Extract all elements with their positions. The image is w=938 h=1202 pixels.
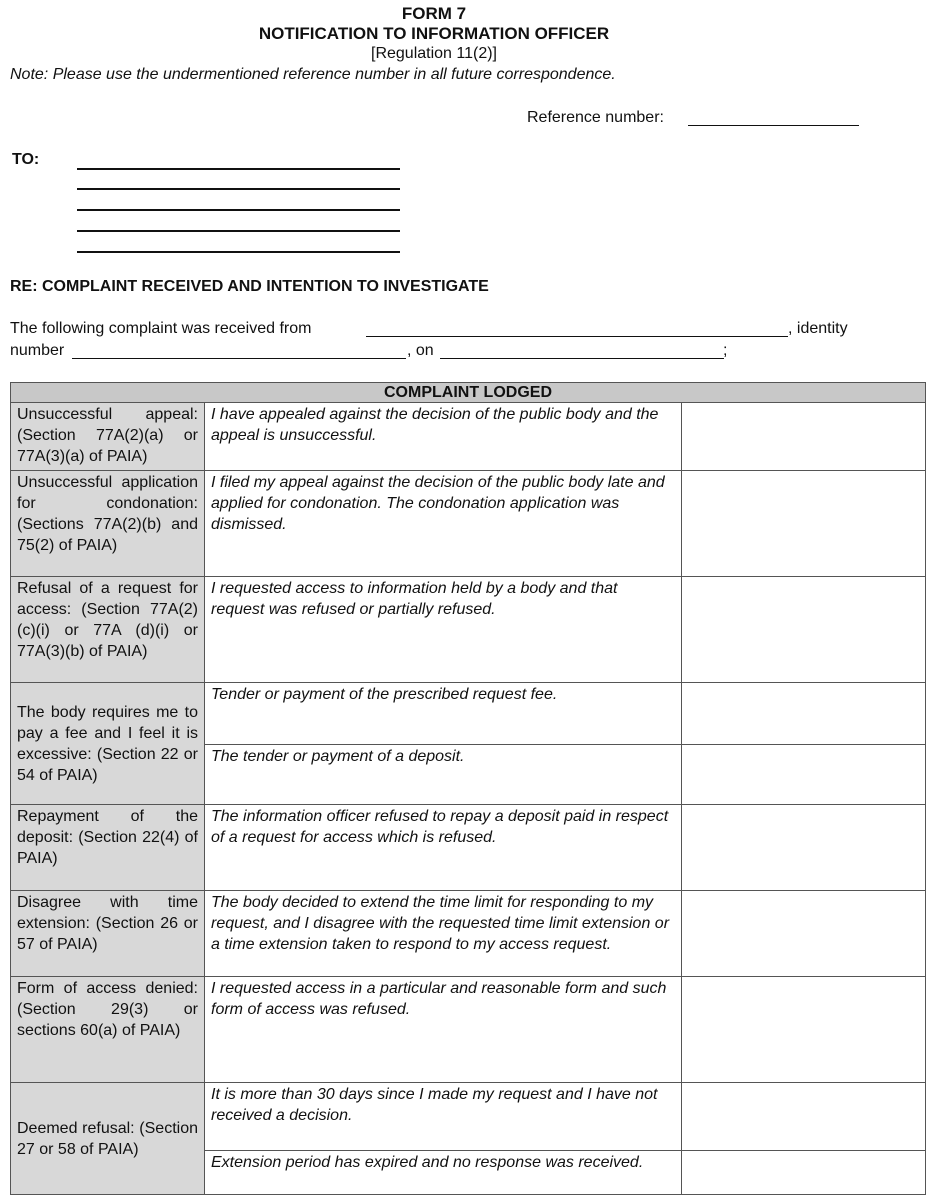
complaint-lodged-header: COMPLAINT LODGED (11, 383, 926, 403)
re-heading: RE: COMPLAINT RECEIVED AND INTENTION TO INVESTIGATE (10, 278, 489, 295)
complaint-description: The tender or payment of a deposit. (205, 745, 682, 805)
complaint-check-cell[interactable] (682, 471, 926, 577)
note-text: Note: Please use the undermentioned reference number in all future correspondence. (10, 66, 616, 83)
complaint-category: Disagree with time extension: (Section 26 or 57 of PAIA) (11, 891, 205, 977)
complaint-check-cell[interactable] (682, 745, 926, 805)
identity-number-field[interactable] (72, 358, 406, 359)
regulation-reference: [Regulation 11(2)] (371, 45, 497, 62)
complaint-check-cell[interactable] (682, 577, 926, 683)
intro-text-number: number (10, 342, 65, 359)
complaint-category: Unsuccessful appeal: (Section 77A(2)(a) or 77A(3)(a) of PAIA) (11, 403, 205, 471)
complaint-category: Refusal of a request for access: (Section 77A(2)(c)(i) or 77A (d)(i) or 77A(3)(b) of PAIA) (11, 577, 205, 683)
complaint-category: Deemed refusal: (Section 27 or 58 of PAIA) (11, 1083, 205, 1195)
complaint-category: Unsuccessful application for condonation: (Sections 77A(2)(b) and 75(2) of PAIA) (11, 471, 205, 577)
complaint-description: Extension period has expired and no response was received. (205, 1151, 682, 1195)
complaint-check-cell[interactable] (682, 891, 926, 977)
intro-text-on: , on (407, 342, 434, 359)
date-field[interactable] (440, 358, 724, 359)
to-label: TO: (12, 151, 40, 168)
to-address-line-4[interactable] (77, 230, 400, 232)
complaint-check-cell[interactable] (682, 805, 926, 891)
complaint-description: I filed my appeal against the decision of the public body late and applied for condonation. The condonation application was dismissed. (205, 471, 682, 577)
complaint-description: I have appealed against the decision of the public body and the appeal is unsuccessful. (205, 403, 682, 471)
complainant-name-field[interactable] (366, 336, 788, 337)
reference-number-label: Reference number: (527, 109, 664, 126)
complaint-check-cell[interactable] (682, 977, 926, 1083)
complaint-description: It is more than 30 days since I made my request and I have not received a decision. (205, 1083, 682, 1151)
reference-number-field[interactable] (688, 125, 859, 126)
complaint-category: Form of access denied: (Section 29(3) or sections 60(a) of PAIA) (11, 977, 205, 1083)
form-title: NOTIFICATION TO INFORMATION OFFICER (258, 24, 610, 43)
to-address-line-5[interactable] (77, 251, 400, 253)
intro-text-received-from: The following complaint was received from (10, 320, 312, 337)
complaint-table (10, 382, 926, 1195)
complaint-check-cell[interactable] (682, 1083, 926, 1151)
complaint-category: The body requires me to pay a fee and I feel it is excessive: (Section 22 or 54 of PAIA) (11, 683, 205, 805)
complaint-category: Repayment of the deposit: (Section 22(4) of PAIA) (11, 805, 205, 891)
complaint-description: Tender or payment of the prescribed request fee. (205, 683, 682, 745)
intro-text-semicolon: ; (723, 342, 728, 359)
form-number: FORM 7 (401, 4, 467, 23)
to-address-line-1[interactable] (77, 168, 400, 170)
complaint-description: I requested access to information held by a body and that request was refused or partially refused. (205, 577, 682, 683)
to-address-line-2[interactable] (77, 188, 400, 190)
to-address-line-3[interactable] (77, 209, 400, 211)
complaint-check-cell[interactable] (682, 683, 926, 745)
complaint-description: The body decided to extend the time limit for responding to my request, and I disagree with the requested time limit extension or a time extension taken to respond to my access request. (205, 891, 682, 977)
complaint-check-cell[interactable] (682, 403, 926, 471)
complaint-description: The information officer refused to repay a deposit paid in respect of a request for access which is refused. (205, 805, 682, 891)
complaint-description: I requested access in a particular and reasonable form and such form of access was refused. (205, 977, 682, 1083)
complaint-check-cell[interactable] (682, 1151, 926, 1195)
intro-text-identity: , identity (788, 320, 848, 337)
